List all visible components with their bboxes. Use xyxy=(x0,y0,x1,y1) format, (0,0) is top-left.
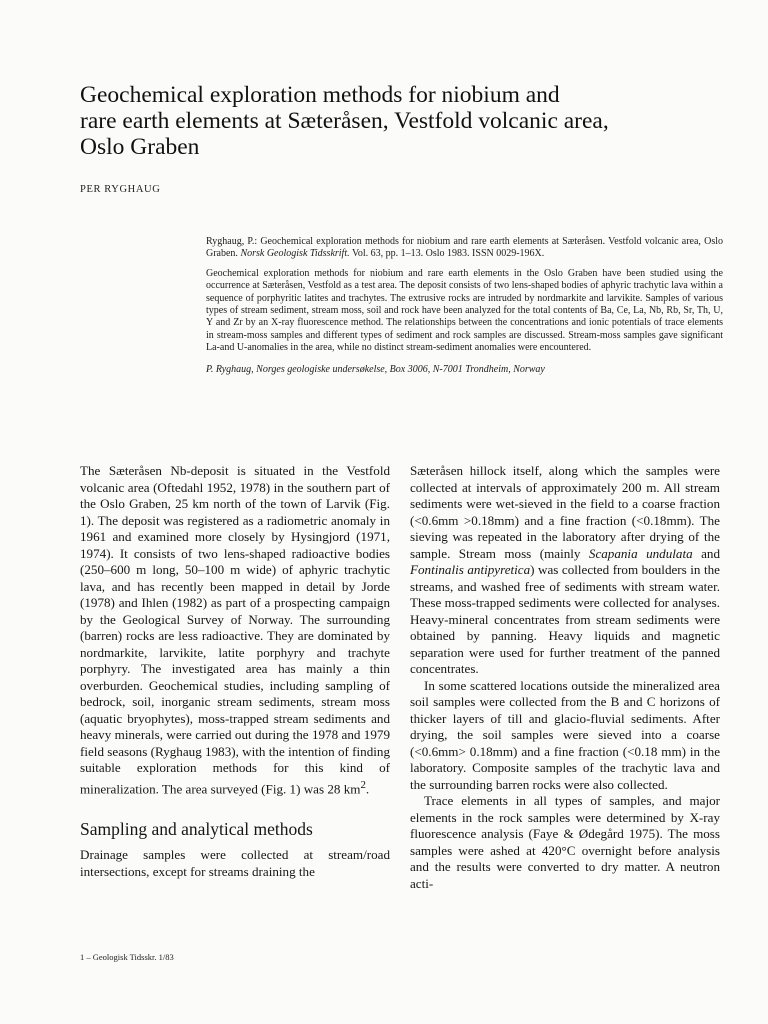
citation-journal: Norsk Geologisk Tidsskrift. xyxy=(240,248,350,260)
intro-end: . xyxy=(365,780,370,796)
analysis-paragraph: Trace elements in all types of samples, and major elements in the rock samples were determined by X-ray fluorescence analysis (Faye & Ødegård 1975). The moss samples were ashed at 420°C overnight before analysis and the results were converted to dry matter. A neutron acti- xyxy=(410,793,720,891)
title-line: Geochemical exploration methods for niobium and xyxy=(80,82,560,108)
abstract-body: Geochemical exploration methods for niobium and rare earth elements in the Oslo Graben have been studied using the occurrence at Sæteråsen, Vestfold as a test area. The deposit consists of two lens-shaped bodies of aphyric trachytic lava within a sequence of porphyritic latites and trachytes. The extrusive rocks are intruded by nordmarkite and larvikite. Samples of various types of stream sediment, stream moss, soil and rock have been analyzed for the total contents of Ba, Ce, La, Nb, Rb, Sr, Th, U, Y and Zr by an X-ray fluorescence method. The relationships between the concentrations and ionic potentials of trace elements in stream-moss samples and different types of sediment and rock samples are discussed. Stream-moss samples gave significant La-and U-anomalies in the area, while no distinct stream-sediment anomalies were encountered. xyxy=(206,267,723,354)
left-column xyxy=(80,463,390,880)
methods-paragraph: Drainage samples were collected at stream/road intersections, except for streams draining the xyxy=(80,847,390,879)
area-unit-superscript: 2 xyxy=(360,778,366,791)
author-name: PER RYGHAUG xyxy=(80,184,161,195)
species-name: Fontinalis antipyretica xyxy=(410,562,531,577)
soil-paragraph: In some scattered locations outside the mineralized area soil samples were collected from the B and C horizons of thicker layers of till and glacio-fluvial sediments. After drying, the soil samples were sieved into a coarse (<0.6mm> 0.18mm) and a fine fraction (<0.18 mm) in the laboratory. Composite samples of the trachytic lava and the surrounding barren rocks were also collected. xyxy=(410,677,720,792)
intro-paragraph xyxy=(80,463,390,797)
intro-text: The Sæteråsen Nb-deposit is situated in the Vestfold volcanic area (Oftedahl 1952, 1978) in the southern part of the Oslo Graben, 25 km north of the town of Larvik (Fig. 1). The deposit was registered as a radiometric anomaly in 1961 and examined more closely by Hysingjord (1971, 1974). It consists of two lens-shaped radioactive bodies (250–600 m long, 50–100 m wide) of aphyric trachytic lava, and has recently been mapped in detail by Jorde (1978) and Ihlen (1982) as part of a prospecting campaign by the Geological Survey of Norway. The surrounding (barren) rocks are less radioactive. They are dominated by nordmarkite, larvikite, latite porphyry and trachyte porphyry. The investigated area has mainly a thin overburden. Geochemical studies, including sampling of bedrock, soil, inorganic stream sediments, stream moss (aquatic bryophytes), moss-trapped stream sediments and heavy minerals, were carried out during the 1978 and 1979 field seasons (Ryghaug 1983), with the intention of finding suitable exploration methods for this kind of mineralization. The area surveyed (Fig. 1) was 28 km xyxy=(80,463,390,796)
title-line: rare earth elements at Sæteråsen, Vestfold volcanic area, xyxy=(80,108,609,134)
citation-volume: Vol. 63, pp. 1–13. Oslo 1983. ISSN 0029-196X. xyxy=(349,248,545,260)
citation-text: Ryghaug, P.: Geochemical exploration methods for niobium and rare earth elements at Sæteråsen. Vestfold volcanic area, Oslo Graben. xyxy=(206,236,723,260)
sampling-paragraph xyxy=(410,463,720,678)
right-column xyxy=(410,463,720,892)
section-heading: Sampling and analytical methods xyxy=(80,819,313,840)
abstract-citation xyxy=(206,236,723,261)
sampling-conjunction: and xyxy=(692,545,720,561)
sampling-text: Sæteråsen hillock itself, along which the samples were collected at intervals of approximately 200 m. All stream sediments were wet-sieved in the field to a coarse fraction (<0.6mm >0.18mm) and a fine fraction (<0.18mm). The sieving was repeated in the laboratory after drying of the sample. Stream moss (mainly xyxy=(410,463,720,561)
page-footer: 1 – Geologisk Tidsskr. 1/83 xyxy=(80,952,174,962)
abstract xyxy=(206,236,723,380)
sampling-text-end: ) was collected from boulders in the streams, and washed free of sediments with stream water. These moss-trapped sediments were collected for analyses. Heavy-mineral concentrates from stream sediments were obtained by panning. Heavy liquids and magnetic separation were used for further treatment of the panned concentrates. xyxy=(410,562,720,676)
species-name: Scapania undulata xyxy=(588,545,693,561)
title-line: Oslo Graben xyxy=(80,134,200,160)
article-title xyxy=(80,82,720,160)
author-address: P. Ryghaug, Norges geologiske undersøkelse, Box 3006, N-7001 Trondheim, Norway xyxy=(206,363,545,375)
